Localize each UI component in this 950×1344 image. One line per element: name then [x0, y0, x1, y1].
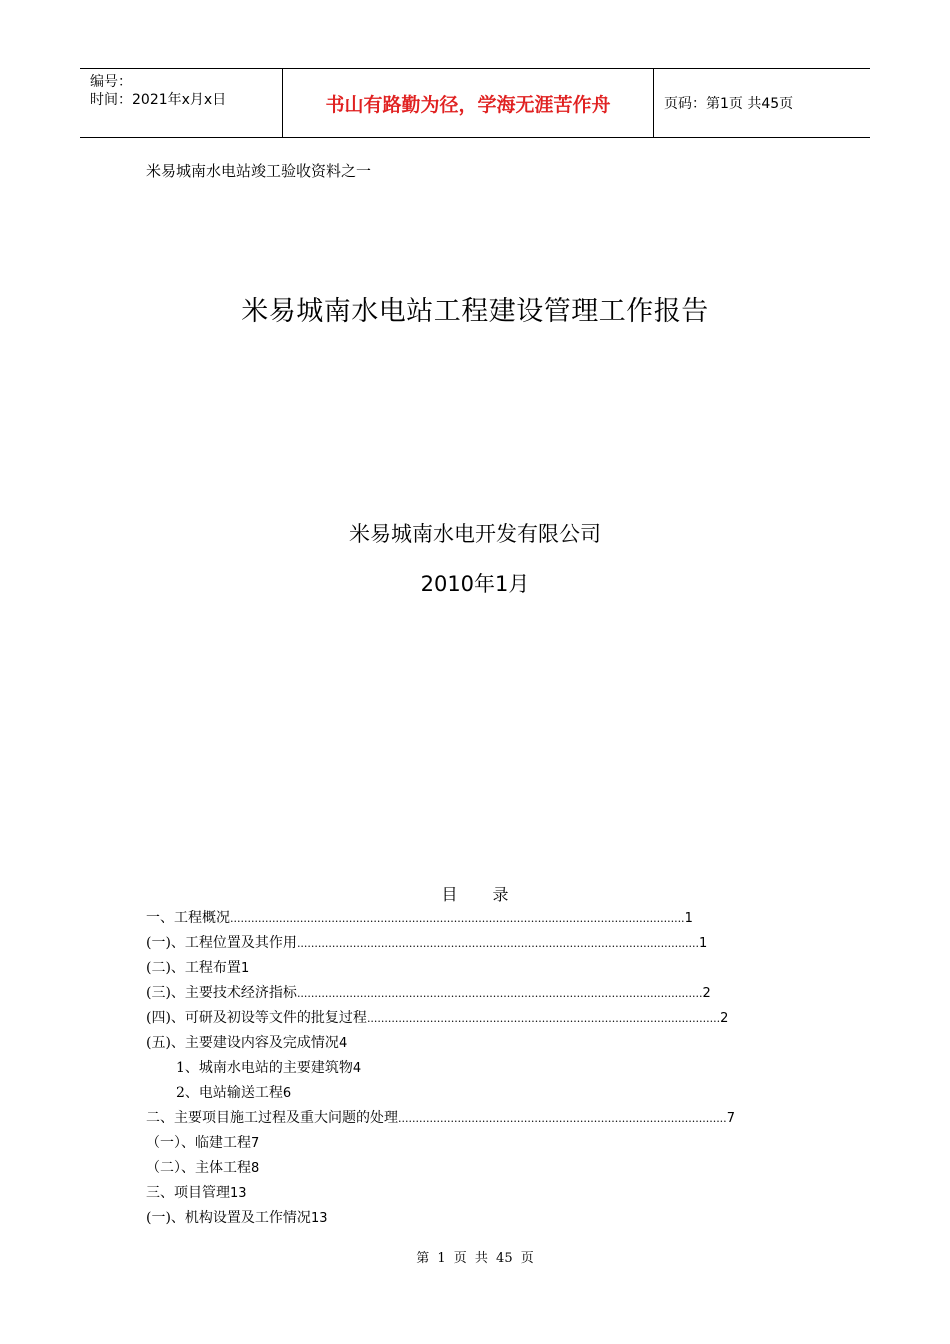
toc-item[interactable] [146, 1133, 735, 1158]
toc-item[interactable] [146, 1108, 735, 1133]
toc-item[interactable] [146, 1033, 735, 1058]
toc-item-label: (一)、工程位置及其作用 [146, 935, 297, 951]
toc-item-page: 2 [720, 1011, 729, 1026]
toc-item-page: 4 [352, 1061, 362, 1076]
document-subtitle: 米易城南水电站竣工验收资料之一 [146, 162, 372, 180]
document-number-label: 编号： [90, 74, 132, 90]
header-table [80, 68, 870, 138]
toc-item[interactable] [146, 1083, 735, 1108]
toc-item-page: 1 [684, 911, 693, 926]
toc-heading: 目 录 [441, 885, 509, 904]
toc-item-label: 二、主要项目施工过程及重大问题的处理 [146, 1110, 398, 1126]
toc-dot-leader: .................................................................................................................................. [230, 912, 685, 925]
document-time-label: 时间：2021年x月x日 [90, 92, 227, 108]
toc-item[interactable] [146, 1208, 735, 1233]
toc-item-page: 13 [230, 1186, 247, 1201]
toc-item-label: (五)、主要建设内容及完成情况 [146, 1035, 339, 1051]
toc-item[interactable] [146, 1058, 735, 1083]
page-footer: 第 1 页 共 45 页 [416, 1251, 534, 1266]
header-page-code: 页码：第1页 共45页 [664, 96, 794, 112]
toc-item[interactable] [146, 908, 735, 933]
toc-item-page: 6 [282, 1086, 292, 1101]
toc-item[interactable] [146, 1158, 735, 1183]
company-name: 米易城南水电开发有限公司 [349, 522, 601, 546]
toc-item-page: 4 [338, 1036, 348, 1051]
toc-item-page: 7 [726, 1111, 735, 1126]
toc-item-page: 1 [240, 961, 250, 976]
document-date: 2010年1月 [420, 572, 530, 596]
toc-item-label: （二）、主体工程 [146, 1160, 251, 1176]
toc-dot-leader: ..................................................................................................... [366, 1012, 721, 1025]
toc-dot-leader: .................................................................................................................... [296, 987, 703, 1000]
toc-item-label: 2、电站输送工程 [176, 1085, 283, 1101]
toc-item-page: 2 [702, 986, 711, 1001]
toc-item-label: 一、工程概况 [146, 910, 230, 926]
toc-item-label: (一)、机构设置及工作情况 [146, 1210, 311, 1226]
toc-item[interactable] [146, 983, 735, 1008]
toc-item[interactable] [146, 933, 735, 958]
header-meta [80, 69, 282, 137]
toc-dot-leader: .............................................................................................. [398, 1112, 727, 1125]
toc-item[interactable] [146, 1008, 735, 1033]
toc-item-page: 1 [699, 936, 708, 951]
document-title: 米易城南水电站工程建设管理工作报告 [241, 296, 709, 327]
toc-item-label: (二)、工程布置 [146, 960, 241, 976]
toc-item[interactable] [146, 958, 735, 983]
toc-item-label: (四)、可研及初设等文件的批复过程 [146, 1010, 367, 1026]
toc-item-label: 三、项目管理 [146, 1185, 230, 1201]
toc-item-label: (三)、主要技术经济指标 [146, 985, 297, 1001]
table-of-contents [146, 908, 735, 1233]
toc-item-page: 13 [310, 1211, 328, 1226]
toc-item-page: 8 [251, 1161, 260, 1176]
toc-item-page: 7 [251, 1136, 260, 1151]
header-motto: 书山有路勤为径，学海无涯苦作舟 [282, 69, 654, 137]
toc-dot-leader: ................................................................................................................... [296, 937, 700, 950]
toc-item-label: （一）、临建工程 [146, 1135, 251, 1151]
toc-item-label: 1、城南水电站的主要建筑物 [176, 1060, 353, 1076]
toc-item[interactable] [146, 1183, 735, 1208]
